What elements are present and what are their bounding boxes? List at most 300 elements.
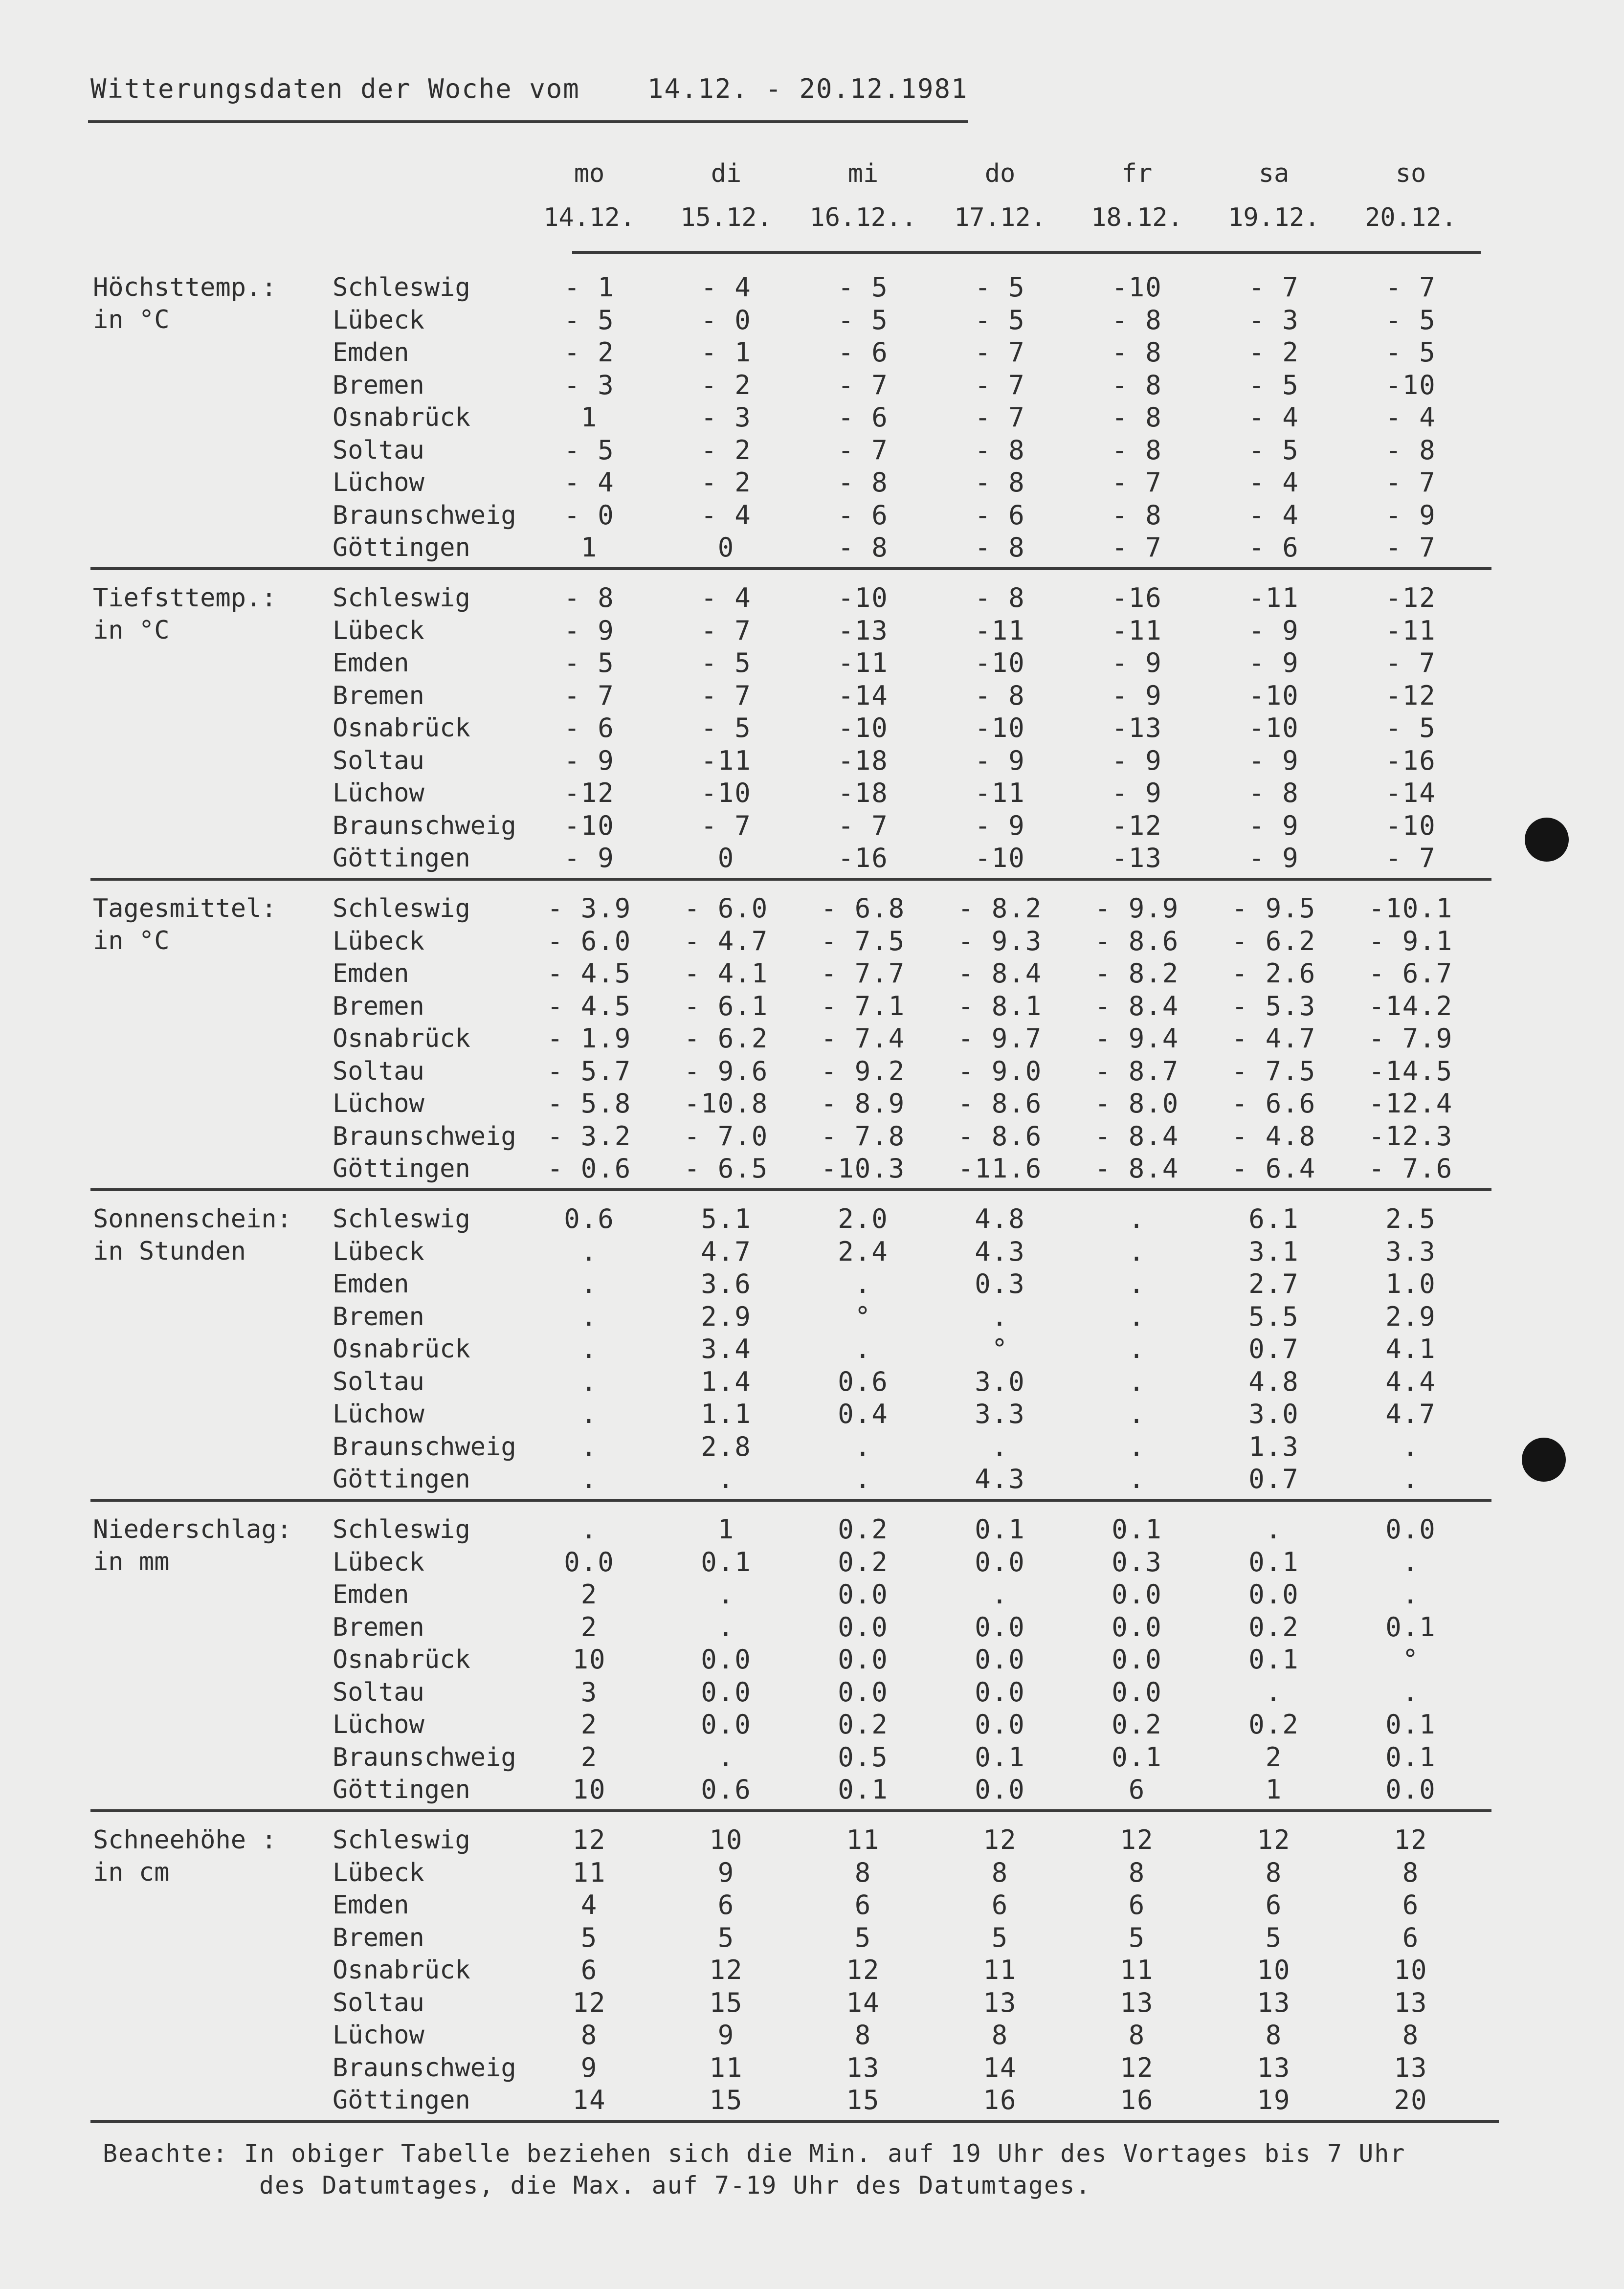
station-name: Braunschweig — [333, 2053, 516, 2083]
station-name: Osnabrück — [333, 1956, 470, 1985]
table-cell: 2 — [1265, 1741, 1283, 1773]
table-cell: - 2 — [1248, 337, 1299, 368]
table-cell: . — [991, 1431, 1009, 1462]
table-cell: 9 — [717, 2020, 735, 2050]
table-cell: - 7 — [1385, 272, 1436, 303]
table-cell: 0.0 — [1385, 1774, 1436, 1805]
page-title: Witterungsdaten der Woche vom 14.12. - 20.12.1981 — [90, 73, 968, 104]
table-cell: 1.0 — [1385, 1268, 1436, 1299]
table-cell: - 7.1 — [821, 990, 906, 1022]
table-cell: - 7 — [1248, 272, 1299, 303]
table-cell: - 6.4 — [1231, 1153, 1316, 1184]
table-cell: 2 — [580, 1579, 598, 1610]
section-rule — [90, 2120, 1499, 2123]
table-cell: . — [1128, 1399, 1146, 1429]
table-cell: - 5 — [1248, 434, 1299, 466]
table-cell: - 2 — [701, 369, 752, 400]
station-name: Emden — [333, 648, 409, 678]
table-cell: - 8 — [1112, 402, 1162, 433]
table-row — [93, 1088, 1511, 1120]
table-cell: 6 — [1128, 1889, 1146, 1920]
table-cell: - 5 — [701, 712, 752, 743]
station-name: Braunschweig — [333, 1742, 516, 1772]
table-row — [93, 1513, 1511, 1546]
table-cell: 4.1 — [1385, 1333, 1436, 1364]
table-cell: - 7.5 — [821, 925, 906, 956]
table-cell: - 4 — [564, 467, 615, 498]
table-cell: 0.0 — [701, 1644, 752, 1675]
table-cell: - 0 — [564, 499, 615, 531]
table-cell: 0.1 — [975, 1514, 1025, 1545]
table-row — [93, 304, 1511, 336]
table-row — [93, 957, 1511, 990]
table-cell: . — [1128, 1203, 1146, 1234]
table-cell: - 5.7 — [547, 1055, 632, 1087]
table-cell: 5.1 — [701, 1203, 752, 1234]
table-cell: - 5.8 — [547, 1088, 632, 1119]
table-row — [93, 1546, 1511, 1578]
station-name: Göttingen — [333, 2086, 470, 2115]
table-cell: - 6.2 — [684, 1023, 769, 1054]
table-row — [93, 1774, 1511, 1806]
table-row — [93, 2084, 1511, 2116]
table-cell: - 8 — [1112, 499, 1162, 531]
station-name: Schleswig — [333, 1825, 470, 1855]
station-name: Lüchow — [333, 778, 424, 808]
table-cell: - 5 — [1385, 337, 1436, 368]
table-cell: . — [580, 1514, 598, 1545]
table-cell: - 7 — [1112, 532, 1162, 563]
station-name: Soltau — [333, 1367, 424, 1397]
table-cell: - 7 — [975, 337, 1025, 368]
table-cell: 5 — [1265, 1922, 1283, 1953]
table-row — [93, 499, 1511, 532]
table-row — [93, 1236, 1511, 1268]
day-date: 18.12. — [1091, 203, 1183, 232]
table-cell: ° — [991, 1333, 1009, 1364]
table-cell: 11 — [1120, 1955, 1154, 1985]
table-cell: 12 — [709, 1955, 743, 1985]
table-cell: 6 — [580, 1955, 598, 1985]
table-cell: 6.1 — [1248, 1203, 1299, 1234]
station-name: Göttingen — [333, 1154, 470, 1183]
table-cell: - 9 — [1385, 499, 1436, 531]
table-cell: - 7 — [1385, 647, 1436, 678]
table-cell: - 6.0 — [684, 893, 769, 924]
table-cell: -11 — [838, 647, 889, 678]
day-label: di — [711, 159, 742, 188]
table-cell: - 9 — [1112, 778, 1162, 808]
station-name: Bremen — [333, 1612, 424, 1642]
table-row — [93, 1644, 1511, 1676]
table-cell: 9 — [717, 1857, 735, 1888]
table-cell: 15 — [709, 1987, 743, 2018]
table-cell: 0.0 — [975, 1774, 1025, 1805]
table-cell: 2.5 — [1385, 1203, 1436, 1234]
table-cell: - 6 — [838, 499, 889, 531]
station-name: Osnabrück — [333, 1645, 470, 1674]
table-cell: -14 — [1385, 778, 1436, 808]
table-row — [93, 582, 1511, 614]
station-name: Lübeck — [333, 1858, 424, 1888]
table-cell: 0.0 — [1112, 1676, 1162, 1708]
table-cell: -12 — [1112, 810, 1162, 841]
table-cell: - 2 — [701, 467, 752, 498]
table-cell: 6 — [1402, 1922, 1420, 1953]
header-rule — [572, 251, 1481, 254]
table-cell: - 8 — [564, 582, 615, 613]
table-cell: -10 — [564, 810, 615, 841]
table-cell: 4.3 — [975, 1464, 1025, 1494]
table-cell: - 8 — [975, 680, 1025, 711]
table-cell: -10 — [838, 712, 889, 743]
table-cell: 6 — [1265, 1889, 1283, 1920]
section-label: Tagesmittel: — [93, 894, 277, 923]
table-cell: . — [854, 1464, 872, 1494]
table-cell: -12 — [1385, 582, 1436, 613]
table-cell: -11 — [1385, 615, 1436, 646]
table-cell: -11 — [1248, 582, 1299, 613]
table-cell: 5.5 — [1248, 1301, 1299, 1332]
table-cell: 16 — [1120, 2085, 1154, 2115]
table-row — [93, 1203, 1511, 1235]
table-cell: - 8 — [975, 582, 1025, 613]
table-cell: - 7.4 — [821, 1023, 906, 1054]
table-row — [93, 1120, 1511, 1153]
table-cell: - 4.7 — [684, 925, 769, 956]
table-cell: 0.1 — [975, 1741, 1025, 1773]
station-name: Braunschweig — [333, 1121, 516, 1151]
table-cell: -10 — [1248, 680, 1299, 711]
table-cell: - 4 — [1385, 402, 1436, 433]
table-cell: - 6 — [564, 712, 615, 743]
table-cell: - 5 — [701, 647, 752, 678]
table-row — [93, 1889, 1511, 1921]
table-cell: - 4 — [701, 582, 752, 613]
table-cell: 1 — [580, 402, 598, 433]
day-label: mi — [847, 159, 879, 188]
table-cell: -12 — [564, 778, 615, 808]
table-cell: 0.2 — [1248, 1611, 1299, 1643]
table-row — [93, 925, 1511, 957]
table-row — [93, 1153, 1511, 1185]
table-cell: 11 — [572, 1857, 606, 1888]
table-cell: . — [580, 1464, 598, 1494]
station-name: Osnabrück — [333, 403, 470, 432]
table-cell: 8 — [1402, 1857, 1420, 1888]
table-cell: 13 — [983, 1987, 1017, 2018]
table-cell: - 8.2 — [1094, 958, 1179, 989]
table-cell: 0.0 — [975, 1676, 1025, 1708]
table-cell: -10 — [701, 778, 752, 808]
table-cell: - 8 — [1248, 778, 1299, 808]
table-cell: -11 — [1112, 615, 1162, 646]
table-cell: - 5 — [975, 304, 1025, 335]
table-cell: -10 — [975, 712, 1025, 743]
table-row — [93, 1268, 1511, 1300]
table-cell: - 9 — [975, 745, 1025, 776]
table-cell: - 9 — [975, 810, 1025, 841]
table-cell: - 7 — [838, 434, 889, 466]
table-cell: - 4 — [701, 499, 752, 531]
table-row — [93, 1857, 1511, 1889]
table-cell: - 7 — [975, 369, 1025, 400]
table-cell: ° — [1402, 1644, 1420, 1675]
table-cell: 15 — [709, 2085, 743, 2115]
station-name: Emden — [333, 959, 409, 988]
table-row — [93, 532, 1511, 564]
table-row — [93, 1055, 1511, 1088]
table-cell: - 6.5 — [684, 1153, 769, 1184]
section-label: Schneehöhe : — [93, 1825, 277, 1855]
table-cell: - 7 — [701, 615, 752, 646]
table-cell: 2.8 — [701, 1431, 752, 1462]
station-name: Lüchow — [333, 468, 424, 497]
day-label: do — [984, 159, 1016, 188]
table-cell: 12 — [846, 1955, 880, 1985]
table-cell: -12.3 — [1368, 1120, 1453, 1152]
table-row — [93, 1431, 1511, 1463]
table-cell: 0.1 — [838, 1774, 889, 1805]
station-name: Bremen — [333, 681, 424, 711]
table-row — [93, 745, 1511, 777]
station-name: Soltau — [333, 435, 424, 465]
station-name: Lübeck — [333, 926, 424, 956]
table-cell: -11.6 — [957, 1153, 1043, 1184]
table-cell: - 5 — [838, 304, 889, 335]
table-cell: - 8.6 — [1094, 925, 1179, 956]
table-cell: - 7.8 — [821, 1120, 906, 1152]
table-cell: 0.0 — [975, 1709, 1025, 1740]
table-cell: - 2 — [564, 337, 615, 368]
table-row — [93, 1709, 1511, 1741]
table-cell: 3.0 — [975, 1366, 1025, 1397]
footnote-line-2: des Datumtages, die Max. auf 7-19 Uhr des Datumtages. — [259, 2171, 1091, 2200]
table-cell: 8 — [991, 1857, 1009, 1888]
table-cell: - 9 — [564, 843, 615, 873]
table-cell: 0.1 — [1112, 1514, 1162, 1545]
table-cell: - 8.2 — [957, 893, 1043, 924]
table-cell: - 8.1 — [957, 990, 1043, 1022]
table-cell: 3 — [580, 1676, 598, 1708]
station-name: Bremen — [333, 370, 424, 400]
station-name: Osnabrück — [333, 713, 470, 743]
table-cell: - 9 — [1112, 745, 1162, 776]
station-name: Bremen — [333, 1302, 424, 1332]
station-name: Schleswig — [333, 273, 470, 302]
section-unit: in °C — [93, 616, 170, 645]
table-cell: 12 — [572, 1987, 606, 2018]
table-cell: -16 — [838, 843, 889, 873]
table-cell: . — [1402, 1676, 1420, 1708]
table-cell: 3.3 — [1385, 1236, 1436, 1267]
table-cell: 4.8 — [975, 1203, 1025, 1234]
table-cell: - 7.6 — [1368, 1153, 1453, 1184]
table-cell: -10 — [975, 843, 1025, 873]
table-cell: 5 — [1128, 1922, 1146, 1953]
table-cell: 4.7 — [1385, 1399, 1436, 1429]
table-cell: - 7.9 — [1368, 1023, 1453, 1054]
table-cell: . — [1128, 1333, 1146, 1364]
table-cell: - 8.6 — [957, 1120, 1043, 1152]
table-cell: 2 — [580, 1611, 598, 1643]
table-cell: . — [1128, 1268, 1146, 1299]
station-name: Soltau — [333, 1056, 424, 1086]
table-cell: 8 — [854, 2020, 872, 2050]
table-cell: -14 — [838, 680, 889, 711]
table-cell: 0.0 — [975, 1611, 1025, 1643]
table-cell: - 4.7 — [1231, 1023, 1316, 1054]
table-cell: . — [580, 1399, 598, 1429]
table-cell: - 8 — [1112, 369, 1162, 400]
table-cell: 8 — [991, 2020, 1009, 2050]
table-cell: 0.6 — [701, 1774, 752, 1805]
table-cell: . — [1402, 1546, 1420, 1578]
table-cell: -18 — [838, 745, 889, 776]
table-cell: 4.8 — [1248, 1366, 1299, 1397]
section-unit: in °C — [93, 926, 170, 956]
table-cell: . — [580, 1268, 598, 1299]
table-cell: . — [854, 1333, 872, 1364]
section-unit: in cm — [93, 1858, 170, 1887]
station-name: Soltau — [333, 1988, 424, 2018]
table-cell: . — [1402, 1464, 1420, 1494]
section-label: Niederschlag: — [93, 1515, 292, 1544]
table-cell: 2.4 — [838, 1236, 889, 1267]
table-cell: 11 — [846, 1824, 880, 1855]
table-cell: - 8.6 — [957, 1088, 1043, 1119]
table-cell: 20 — [1394, 2085, 1428, 2115]
table-cell: 0.0 — [838, 1644, 889, 1675]
table-cell: - 6.0 — [547, 925, 632, 956]
table-cell: 0.0 — [1112, 1611, 1162, 1643]
table-row — [93, 810, 1511, 842]
table-row — [93, 1398, 1511, 1430]
table-cell: - 8 — [1112, 337, 1162, 368]
table-cell: - 3.2 — [547, 1120, 632, 1152]
table-cell: - 4.8 — [1231, 1120, 1316, 1152]
table-cell: 0.1 — [701, 1546, 752, 1578]
table-cell: 13 — [1120, 1987, 1154, 2018]
table-row — [93, 842, 1511, 874]
table-cell: 11 — [983, 1955, 1017, 1985]
station-name: Lübeck — [333, 1237, 424, 1267]
table-cell: 6 — [854, 1889, 872, 1920]
table-cell: -10 — [1248, 712, 1299, 743]
table-cell: 8 — [580, 2020, 598, 2050]
table-cell: - 7 — [564, 680, 615, 711]
table-cell: . — [717, 1579, 735, 1610]
table-cell: - 1 — [701, 337, 752, 368]
table-cell: 19 — [1257, 2085, 1291, 2115]
section-label: Sonnenschein: — [93, 1204, 292, 1234]
table-cell: 0.6 — [564, 1203, 615, 1234]
table-cell: - 6.1 — [684, 990, 769, 1022]
table-cell: 8 — [1265, 1857, 1283, 1888]
table-row — [93, 2019, 1511, 2051]
table-cell: - 6.6 — [1231, 1088, 1316, 1119]
table-cell: 3.6 — [701, 1268, 752, 1299]
station-name: Lüchow — [333, 1710, 424, 1739]
table-cell: . — [580, 1301, 598, 1332]
table-cell: -10 — [1385, 810, 1436, 841]
table-cell: -11 — [975, 778, 1025, 808]
table-cell: 0.1 — [1248, 1644, 1299, 1675]
station-name: Osnabrück — [333, 1024, 470, 1053]
station-name: Schleswig — [333, 1204, 470, 1234]
section-rule — [90, 567, 1491, 570]
table-cell: -12.4 — [1368, 1088, 1453, 1119]
table-cell: ° — [854, 1301, 872, 1332]
table-cell: 10 — [572, 1774, 606, 1805]
table-cell: . — [580, 1431, 598, 1462]
table-cell: . — [580, 1366, 598, 1397]
station-name: Göttingen — [333, 1775, 470, 1804]
table-cell: 13 — [846, 2052, 880, 2083]
table-cell: - 4.1 — [684, 958, 769, 989]
table-row — [93, 1741, 1511, 1774]
table-row — [93, 615, 1511, 647]
title-underline — [88, 120, 968, 123]
table-cell: - 7 — [838, 369, 889, 400]
table-cell: - 7 — [701, 810, 752, 841]
table-cell: 12 — [572, 1824, 606, 1855]
table-cell: - 8.4 — [1094, 1153, 1179, 1184]
table-cell: - 6 — [975, 499, 1025, 531]
table-cell: - 9 — [564, 615, 615, 646]
table-cell: - 7.0 — [684, 1120, 769, 1152]
table-cell: . — [1402, 1431, 1420, 1462]
table-cell: 0.2 — [1112, 1709, 1162, 1740]
table-cell: 0.0 — [838, 1676, 889, 1708]
table-cell: 1.3 — [1248, 1431, 1299, 1462]
table-cell: - 8.7 — [1094, 1055, 1179, 1087]
table-cell: - 8 — [975, 467, 1025, 498]
table-cell: 2 — [580, 1709, 598, 1740]
table-cell: - 9.1 — [1368, 925, 1453, 956]
table-cell: - 5 — [564, 647, 615, 678]
station-name: Braunschweig — [333, 500, 516, 530]
table-cell: - 9.4 — [1094, 1023, 1179, 1054]
day-label: fr — [1121, 159, 1153, 188]
table-cell: - 8 — [1112, 304, 1162, 335]
table-cell: 8 — [854, 1857, 872, 1888]
table-row — [93, 680, 1511, 712]
table-cell: - 7 — [1385, 467, 1436, 498]
table-cell: - 6.7 — [1368, 958, 1453, 989]
table-cell: - 2 — [701, 434, 752, 466]
table-cell: 0.6 — [838, 1366, 889, 1397]
table-cell: 0.7 — [1248, 1464, 1299, 1494]
table-row — [93, 336, 1511, 369]
table-cell: - 7 — [1385, 532, 1436, 563]
table-cell: - 9 — [1112, 647, 1162, 678]
table-cell: 2.7 — [1248, 1268, 1299, 1299]
table-cell: - 7.5 — [1231, 1055, 1316, 1087]
table-cell: 2.9 — [701, 1301, 752, 1332]
table-cell: -14.5 — [1368, 1055, 1453, 1087]
table-cell: 1.1 — [701, 1399, 752, 1429]
table-cell: 11 — [709, 2052, 743, 2083]
table-cell: . — [1402, 1579, 1420, 1610]
table-cell: 13 — [1257, 1987, 1291, 2018]
station-name: Lübeck — [333, 616, 424, 645]
table-cell: -10.3 — [821, 1153, 906, 1184]
table-cell: -13 — [1112, 843, 1162, 873]
table-cell: - 9.2 — [821, 1055, 906, 1087]
table-cell: . — [1128, 1301, 1146, 1332]
table-cell: 5 — [854, 1922, 872, 1953]
